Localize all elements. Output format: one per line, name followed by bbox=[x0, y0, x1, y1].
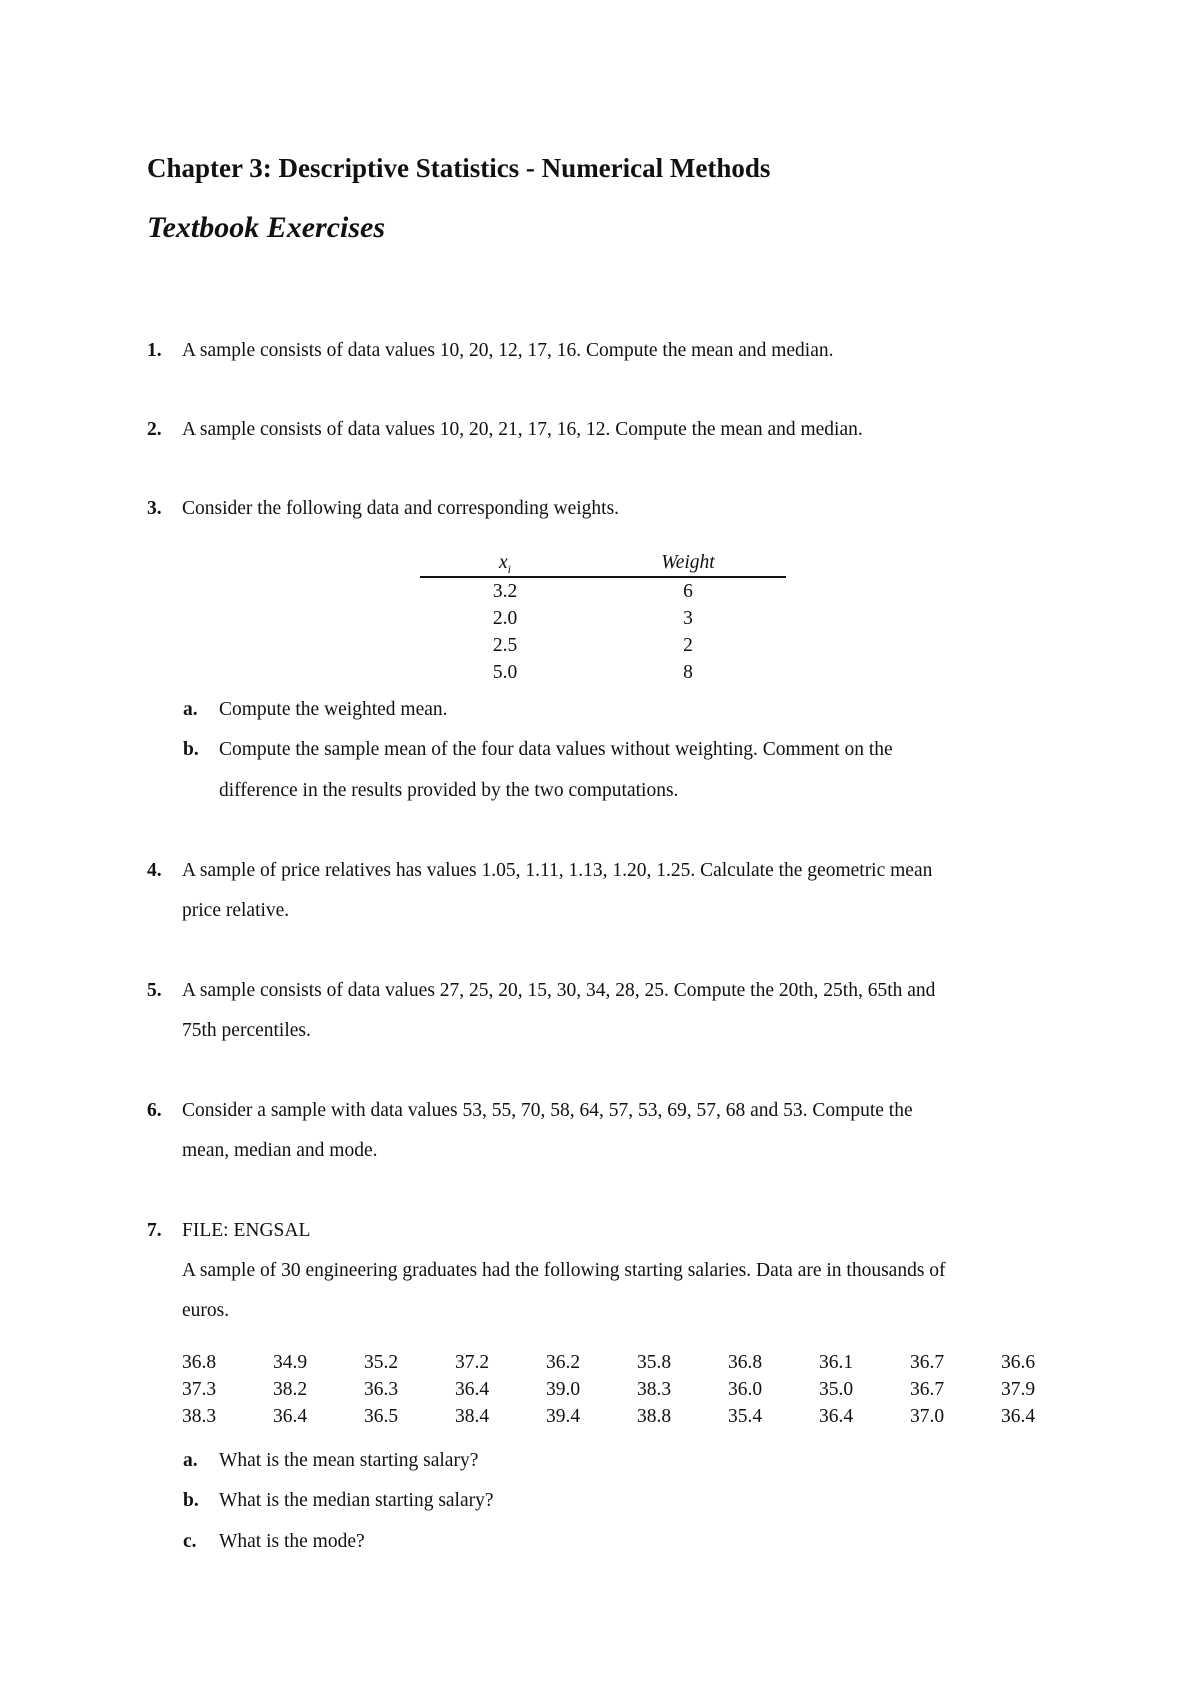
x-cell: 3.2 bbox=[492, 581, 518, 602]
question-6-text-line2: mean, median and mode. bbox=[182, 1140, 378, 1161]
question-4-text-line1: A sample of price relatives has values 1.05, 1.11, 1.13, 1.20, 1.25. Calculate the geometric mean bbox=[182, 860, 933, 881]
table-row bbox=[420, 659, 786, 686]
question-1-text: A sample consists of data values 10, 20, 12, 17, 16. Compute the mean and median. bbox=[182, 340, 834, 361]
salary-data-grid bbox=[182, 1349, 1092, 1430]
question-7-number: 7. bbox=[147, 1220, 162, 1241]
salary-cell: 34.9 bbox=[273, 1352, 308, 1373]
salary-row bbox=[182, 1349, 1092, 1376]
question-3-text: Consider the following data and corresponding weights. bbox=[182, 498, 620, 519]
weight-cell: 3 bbox=[683, 608, 693, 629]
salary-cell: 36.1 bbox=[819, 1352, 854, 1373]
question-2-text: A sample consists of data values 10, 20, 21, 17, 16, 12. Compute the mean and median. bbox=[182, 419, 863, 440]
salary-cell: 36.7 bbox=[910, 1379, 945, 1400]
question-7-text-line1: A sample of 30 engineering graduates had the following starting salaries. Data are in thousands of bbox=[182, 1260, 946, 1281]
q3-part-a-label: a. bbox=[183, 699, 198, 720]
salary-cell: 39.0 bbox=[546, 1379, 581, 1400]
salary-cell: 38.3 bbox=[182, 1406, 217, 1427]
x-cell: 2.0 bbox=[492, 608, 518, 629]
weight-cell: 8 bbox=[683, 662, 693, 683]
question-5-text-line1: A sample consists of data values 27, 25, 20, 15, 30, 34, 28, 25. Compute the 20th, 25th, 65th and bbox=[182, 980, 936, 1001]
salary-cell: 36.3 bbox=[364, 1379, 399, 1400]
x-column-header: $x_i$ bbox=[499, 552, 511, 576]
x-cell: 5.0 bbox=[492, 662, 518, 683]
salary-cell: 35.0 bbox=[819, 1379, 854, 1400]
x-cell: 2.5 bbox=[492, 635, 518, 656]
question-6-text-line1: Consider a sample with data values 53, 55, 70, 58, 64, 57, 53, 69, 57, 68 and 53. Compute the bbox=[182, 1100, 913, 1121]
salary-cell: 37.9 bbox=[1001, 1379, 1036, 1400]
question-3-number: 3. bbox=[147, 498, 162, 519]
salary-cell: 36.6 bbox=[1001, 1352, 1036, 1373]
salary-cell: 36.5 bbox=[364, 1406, 399, 1427]
question-7-file-label: FILE: ENGSAL bbox=[182, 1220, 311, 1241]
salary-row bbox=[182, 1376, 1092, 1403]
q7-part-b-label: b. bbox=[183, 1490, 199, 1511]
salary-cell: 37.2 bbox=[455, 1352, 490, 1373]
salary-cell: 35.8 bbox=[637, 1352, 672, 1373]
question-2-number: 2. bbox=[147, 419, 162, 440]
page-title: Chapter 3: Descriptive Statistics - Numerical Methods bbox=[147, 153, 771, 183]
salary-cell: 38.2 bbox=[273, 1379, 308, 1400]
salary-cell: 36.2 bbox=[546, 1352, 581, 1373]
salary-cell: 36.4 bbox=[455, 1379, 490, 1400]
question-5-number: 5. bbox=[147, 980, 162, 1001]
salary-cell: 36.4 bbox=[1001, 1406, 1036, 1427]
question-6-number: 6. bbox=[147, 1100, 162, 1121]
weight-column-header: Weight bbox=[661, 552, 715, 573]
table-row bbox=[420, 605, 786, 632]
salary-cell: 38.4 bbox=[455, 1406, 490, 1427]
q7-part-a-label: a. bbox=[183, 1450, 198, 1471]
salary-cell: 37.0 bbox=[910, 1406, 945, 1427]
q7-part-c-label: c. bbox=[183, 1531, 197, 1552]
salary-cell: 36.4 bbox=[273, 1406, 308, 1427]
page-subtitle: Textbook Exercises bbox=[147, 211, 386, 244]
weights-table-header bbox=[420, 551, 786, 578]
q7-part-b-text: What is the median starting salary? bbox=[219, 1490, 494, 1511]
question-4-text-line2: price relative. bbox=[182, 900, 290, 921]
salary-cell: 38.3 bbox=[637, 1379, 672, 1400]
salary-cell: 36.8 bbox=[728, 1352, 763, 1373]
salary-cell: 37.3 bbox=[182, 1379, 217, 1400]
weights-table bbox=[420, 551, 786, 686]
q3-part-a-text: Compute the weighted mean. bbox=[219, 699, 448, 720]
salary-cell: 36.8 bbox=[182, 1352, 217, 1373]
table-row bbox=[420, 578, 786, 605]
question-1-number: 1. bbox=[147, 340, 162, 361]
salary-cell: 35.2 bbox=[364, 1352, 399, 1373]
salary-row bbox=[182, 1403, 1092, 1430]
q7-part-a-text: What is the mean starting salary? bbox=[219, 1450, 479, 1471]
question-7-text-line2: euros. bbox=[182, 1300, 230, 1321]
salary-cell: 39.4 bbox=[546, 1406, 581, 1427]
weight-cell: 6 bbox=[683, 581, 693, 602]
question-5-text-line2: 75th percentiles. bbox=[182, 1020, 311, 1041]
salary-cell: 36.7 bbox=[910, 1352, 945, 1373]
q3-part-b-text-line2: difference in the results provided by the two computations. bbox=[219, 780, 679, 801]
table-row bbox=[420, 632, 786, 659]
q3-part-b-label: b. bbox=[183, 739, 199, 760]
salary-cell: 35.4 bbox=[728, 1406, 763, 1427]
salary-cell: 36.0 bbox=[728, 1379, 763, 1400]
salary-cell: 36.4 bbox=[819, 1406, 854, 1427]
weight-cell: 2 bbox=[683, 635, 693, 656]
q3-part-b-text-line1: Compute the sample mean of the four data values without weighting. Comment on the bbox=[219, 739, 893, 760]
q7-part-c-text: What is the mode? bbox=[219, 1531, 365, 1552]
question-4-number: 4. bbox=[147, 860, 162, 881]
salary-cell: 38.8 bbox=[637, 1406, 672, 1427]
